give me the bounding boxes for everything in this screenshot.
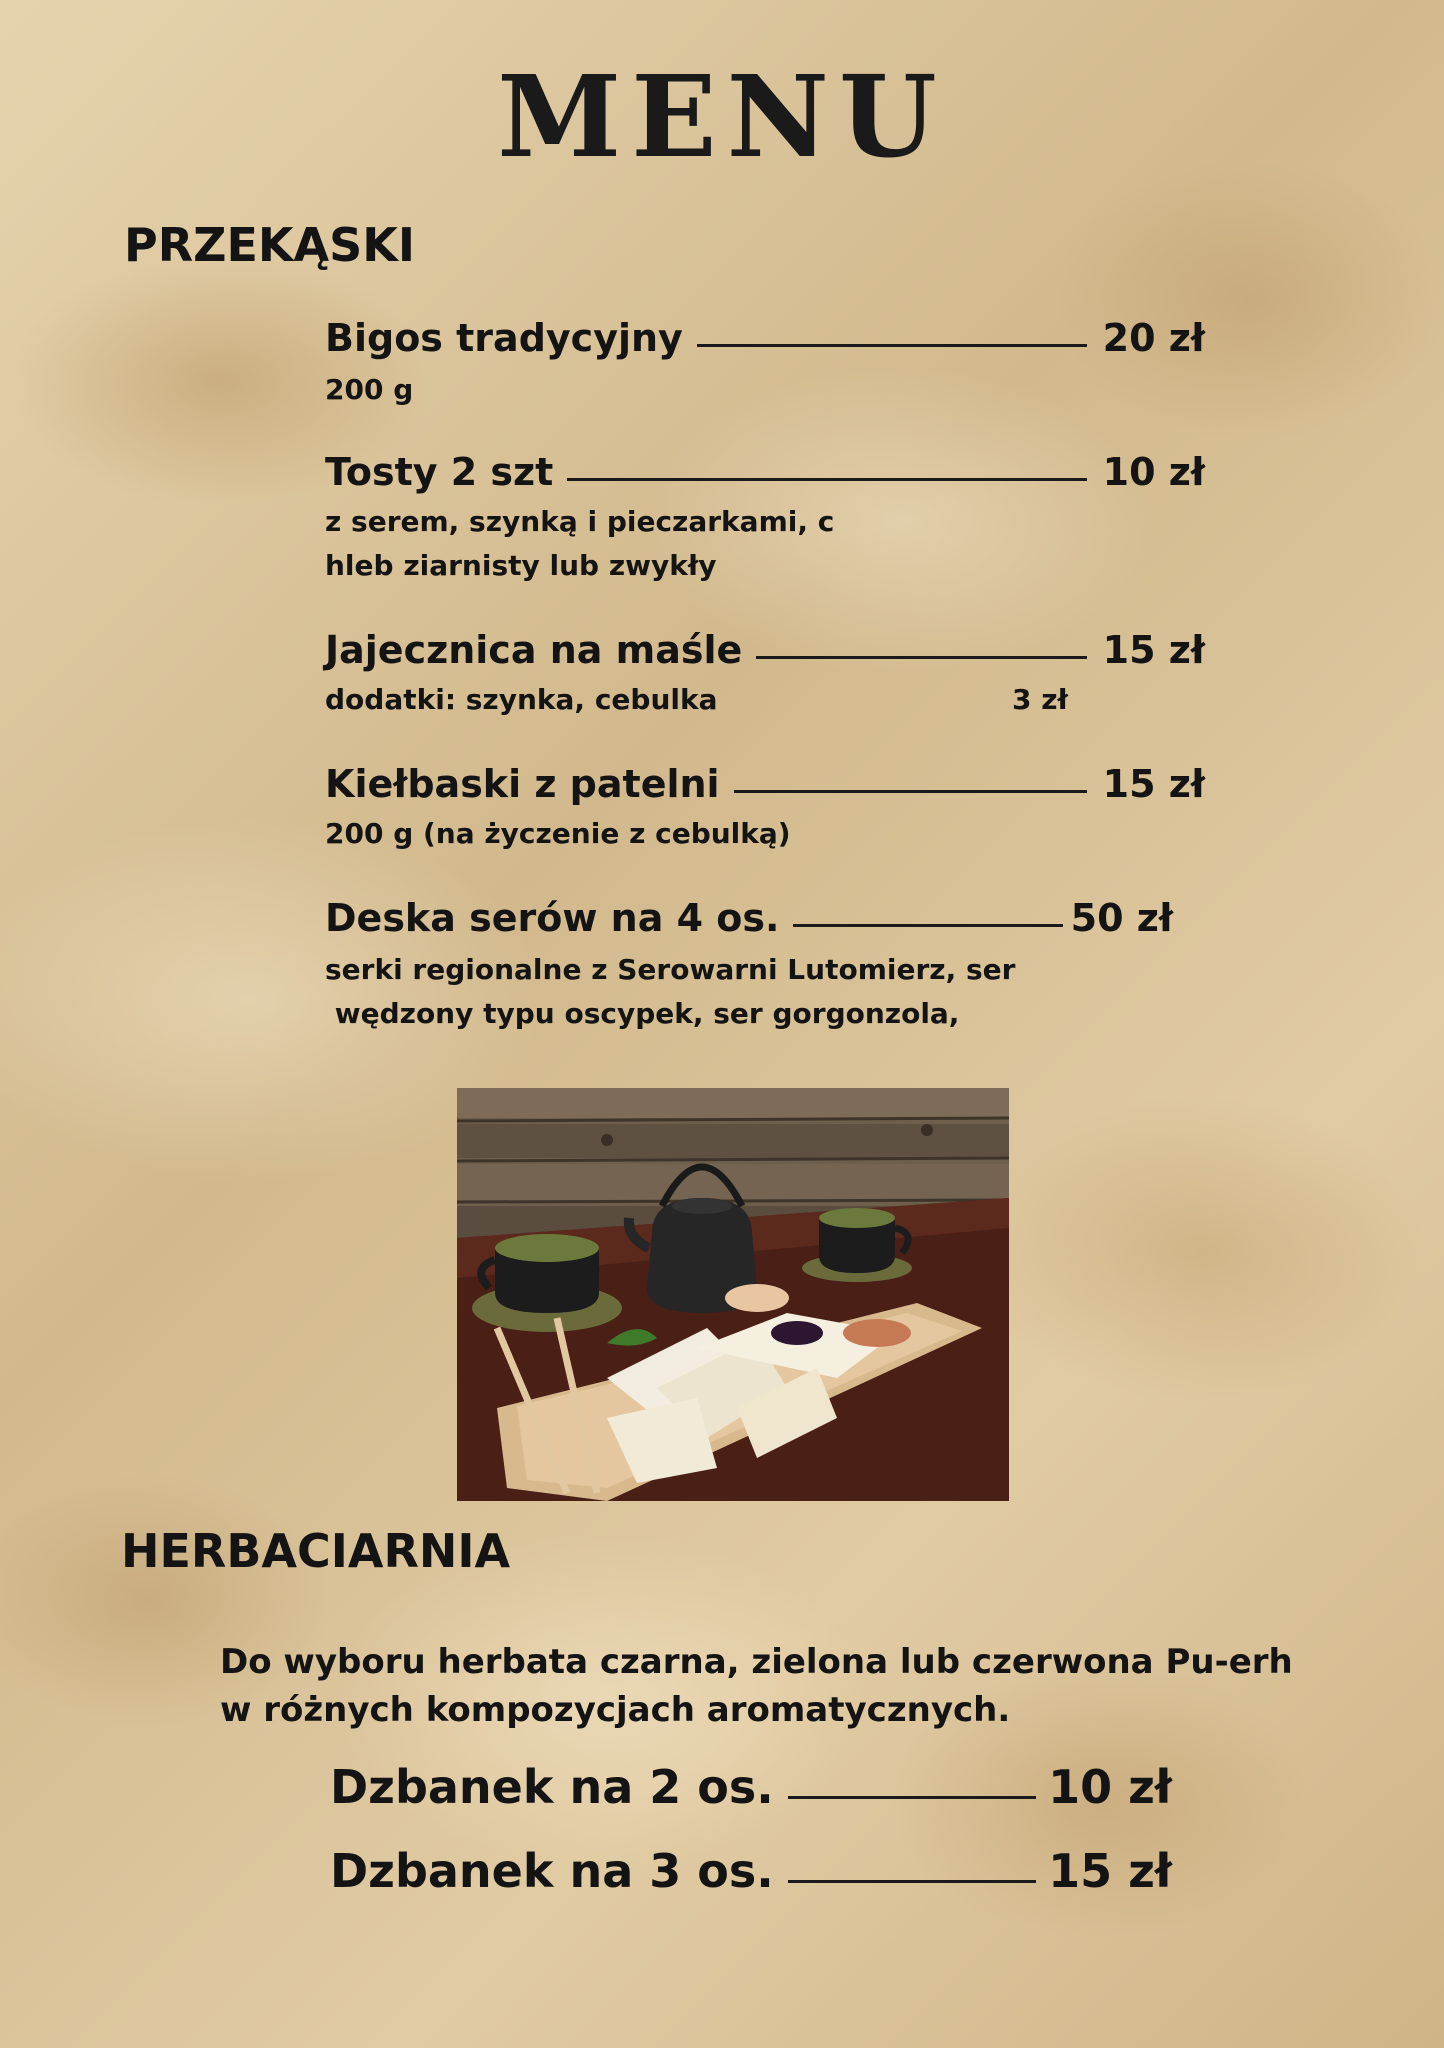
menu-item-kielbaski xyxy=(325,764,1205,806)
menu-item-tosty xyxy=(325,452,1205,494)
item-price: 15 zł xyxy=(1048,1844,1172,1898)
menu-item-deska-serow xyxy=(325,898,1173,940)
item-price: 15 zł xyxy=(1102,628,1205,672)
item-name: Deska serów na 4 os. xyxy=(325,896,780,940)
item-name: Bigos tradycyjny xyxy=(325,316,683,360)
tea-intro-line: Do wyboru herbata czarna, zielona lub czerwona Pu-erh xyxy=(220,1642,1293,1682)
item-description: serki regionalne z Serowarni Lutomierz, ser xyxy=(325,953,1016,986)
tea-intro-line: w różnych kompozycjach aromatycznych. xyxy=(220,1690,1011,1730)
item-leader-line xyxy=(788,1880,1036,1883)
menu-item-dzbanek-3 xyxy=(330,1846,1172,1897)
item-description: wędzony typu oscypek, ser gorgonzola, xyxy=(325,997,960,1030)
item-price: 15 zł xyxy=(1102,762,1205,806)
section-heading-tea: HERBACIARNIA xyxy=(121,1524,511,1578)
item-description: 200 g xyxy=(325,373,414,406)
item-name: Tosty 2 szt xyxy=(325,450,554,494)
item-price: 10 zł xyxy=(1102,450,1205,494)
section-heading-snacks: PRZEKĄSKI xyxy=(124,218,416,272)
item-leader-line xyxy=(793,924,1062,927)
item-leader-line xyxy=(788,1796,1036,1799)
item-price: 20 zł xyxy=(1102,316,1205,360)
item-name: Dzbanek na 3 os. xyxy=(330,1844,774,1898)
item-leader-line xyxy=(734,790,1087,793)
item-leader-line xyxy=(567,478,1086,481)
item-description: 200 g (na życzenie z cebulką) xyxy=(325,817,791,850)
item-description: z serem, szynką i pieczarkami, c xyxy=(325,505,835,538)
item-name: Jajecznica na maśle xyxy=(325,628,743,672)
menu-item-bigos xyxy=(325,318,1205,360)
item-price: 50 zł xyxy=(1070,896,1173,940)
item-description: hleb ziarnisty lub zwykły xyxy=(325,549,717,582)
item-leader-line xyxy=(697,344,1087,347)
item-price: 10 zł xyxy=(1048,1760,1172,1814)
menu-title: MENU xyxy=(497,52,947,183)
extra-price: 3 zł xyxy=(1012,683,1068,716)
item-leader-line xyxy=(756,656,1086,659)
item-description: dodatki: szynka, cebulka xyxy=(325,683,718,716)
item-name: Kiełbaski z patelni xyxy=(325,762,720,806)
menu-item-dzbanek-2 xyxy=(330,1762,1172,1813)
item-name: Dzbanek na 2 os. xyxy=(330,1760,774,1814)
menu-item-jajecznica xyxy=(325,630,1205,672)
cheese-board-tea-photo xyxy=(457,1088,1009,1501)
